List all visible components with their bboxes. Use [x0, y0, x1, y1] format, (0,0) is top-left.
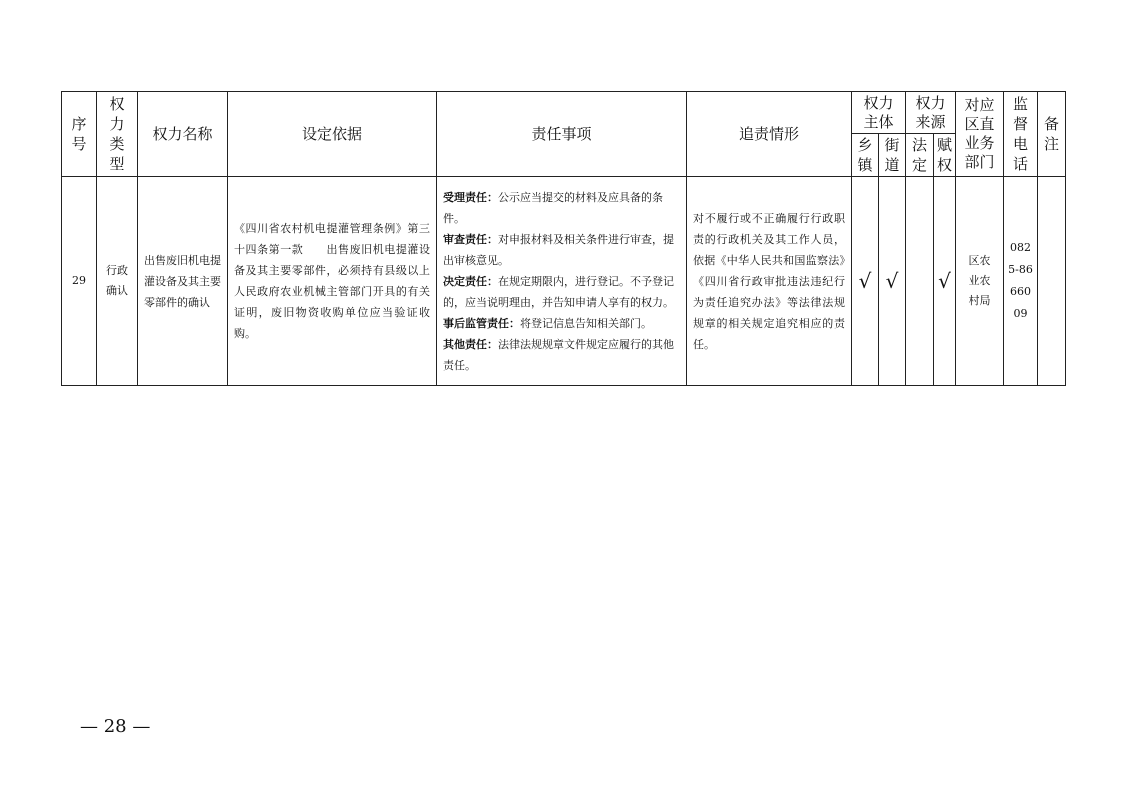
header-seq: 序号 [62, 92, 97, 177]
header-source: 权力来源 [906, 92, 956, 134]
row-name: 出售废旧机电提灌设备及其主要零部件的确认 [138, 177, 228, 386]
header-remark: 备注 [1038, 92, 1066, 177]
power-list-table [61, 91, 1066, 386]
row-type: 行政确认 [97, 177, 138, 386]
row-accountability: 对不履行或不正确履行行政职责的行政机关及其工作人员，依据《中华人民共和国监察法》《四川省行政审批违法违纪行为责任追究办法》等法律法规规章的相关规定追究相应的责任。 [687, 177, 852, 386]
header-subject: 权力主体 [852, 92, 906, 134]
duty-item-review: 审查责任：对申报材料及相关条件进行审查，提出审核意见。 [443, 232, 674, 267]
row-duties [437, 177, 687, 386]
header-name: 权力名称 [138, 92, 228, 177]
header-accountability: 追责情形 [687, 92, 852, 177]
duty-item-accept: 受理责任：公示应当提交的材料及应具备的条件。 [443, 190, 663, 225]
header-type: 权力类型 [97, 92, 138, 177]
row-grant-check: √ [934, 177, 956, 386]
row-seq: 29 [62, 177, 97, 386]
row-basis: 《四川省农村机电提灌管理条例》第三十四条第一款 出售废旧机电提灌设备及其主要零部件，必须持有县级以上人民政府农业机械主管部门开具的有关证明，废旧物资收购单位应当验证收购。 [228, 177, 437, 386]
header-source-legal: 法定 [906, 134, 934, 177]
duty-item-decision: 决定责任：在规定期限内，进行登记。不予登记的，应当说明理由，并告知申请人享有的权力。 [443, 274, 674, 309]
row-street-check: √ [879, 177, 906, 386]
duty-item-other: 其他责任：法律法规规章文件规定应履行的其他责任。 [443, 337, 674, 372]
header-basis: 设定依据 [228, 92, 437, 177]
header-source-grant: 赋权 [934, 134, 956, 177]
table-row [62, 177, 1066, 386]
header-duty: 责任事项 [437, 92, 687, 177]
row-phone: 0825-8666009 [1004, 177, 1038, 386]
header-row-1 [62, 92, 1066, 134]
header-subject-street: 街道 [879, 134, 906, 177]
row-dept: 区农业农村局 [956, 177, 1004, 386]
header-dept: 对应区直业务部门 [956, 92, 1004, 177]
page-number: — 28 — [80, 716, 151, 737]
row-legal-check [906, 177, 934, 386]
row-remark [1038, 177, 1066, 386]
header-phone: 监督电话 [1004, 92, 1038, 177]
header-subject-town: 乡镇 [852, 134, 879, 177]
duty-item-supervision: 事后监管责任：将登记信息告知相关部门。 [443, 316, 652, 330]
row-town-check: √ [852, 177, 879, 386]
